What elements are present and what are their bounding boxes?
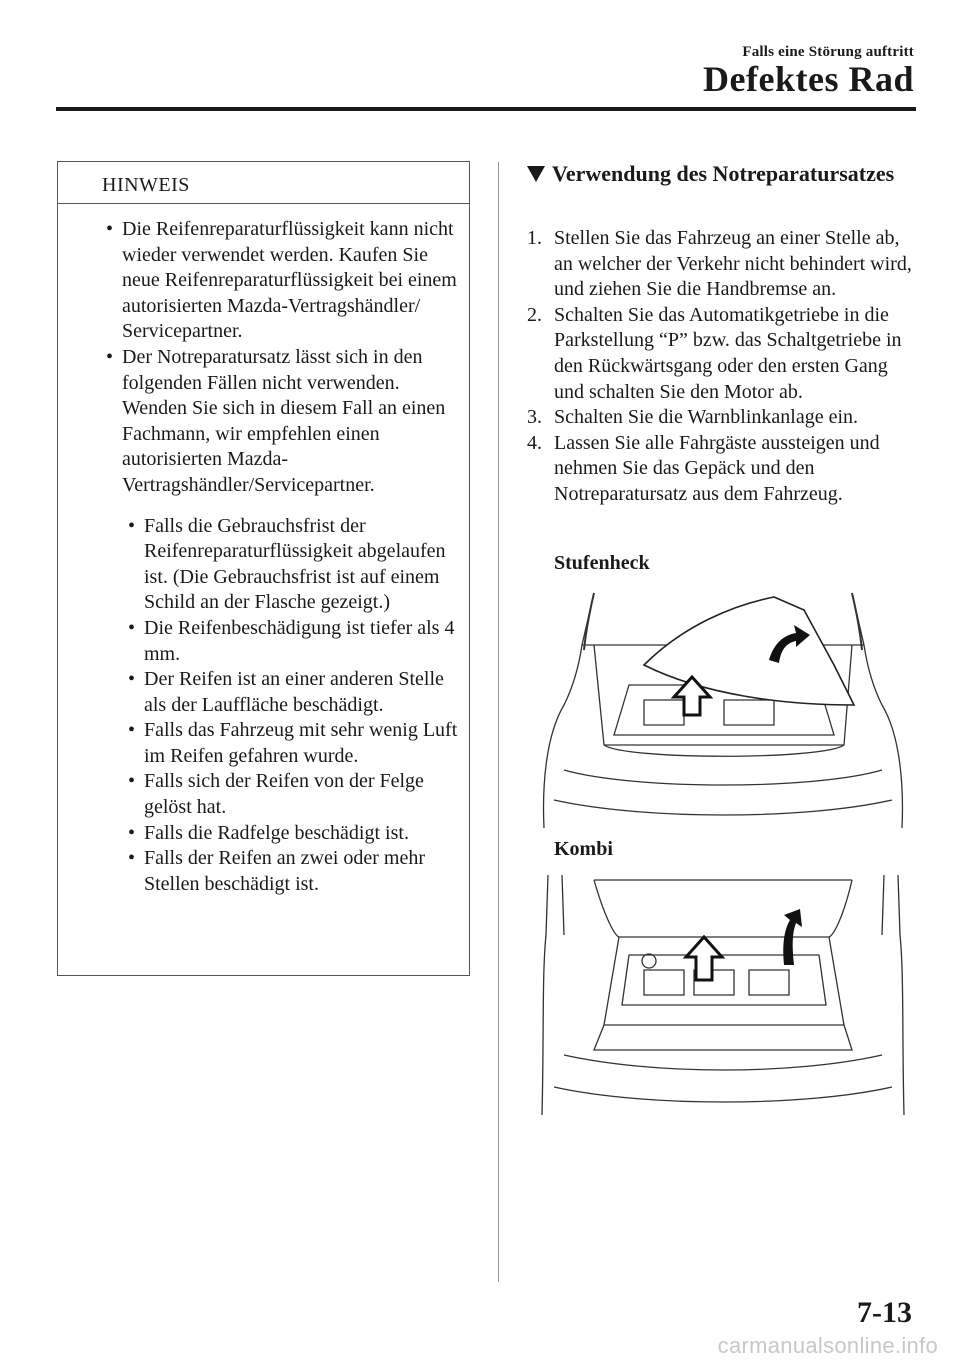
note-box (57, 161, 470, 976)
note-bullet-text: Die Reifenreparaturflüssigkeit kann nicht wieder verwendet werden. Kaufen Sie neue Reifenreparaturflüssigkeit bei einem autorisierten Mazda-Vertragshändler/ Servicepartner. (122, 218, 457, 343)
note-body (102, 217, 464, 897)
step-item (527, 431, 917, 508)
step-number: 1. (527, 227, 542, 249)
step-item (527, 226, 917, 303)
note-sub-bullet (124, 718, 464, 769)
step-text: Stellen Sie das Fahrzeug an einer Stelle ab, an welcher der Verkehr nicht behindert wird, und ziehen Sie die Handbremse an. (554, 227, 912, 301)
step-text: Schalten Sie das Automatikgetriebe in die Parkstellung “P” bzw. das Schaltgetriebe in den Rückwärtsgang oder den ersten Gang und schalten Sie den Motor ab. (554, 303, 902, 403)
section-heading (527, 161, 917, 186)
note-sub-bullet-text: Falls das Fahrzeug mit sehr wenig Luft im Reifen gefahren wurde. (144, 719, 458, 767)
bullet-dot-icon: • (128, 719, 136, 742)
note-sub-list (124, 514, 464, 898)
note-sub-bullet (124, 821, 464, 847)
page-title: Defektes Rad (703, 59, 914, 99)
section-heading-text: Verwendung des Notreparatursatzes (552, 161, 895, 186)
note-sub-bullet (124, 514, 464, 616)
note-divider (58, 203, 469, 204)
wagon-trunk-illustration (534, 875, 912, 1115)
bullet-dot-icon: • (128, 514, 136, 537)
bullet-dot-icon: • (128, 770, 136, 793)
bullet-dot-icon: • (106, 345, 114, 368)
watermark: carmanualsonline.info (717, 1333, 938, 1358)
step-item (527, 405, 917, 431)
step-item (527, 303, 917, 405)
note-sub-bullet (124, 616, 464, 667)
bullet-dot-icon: • (128, 616, 136, 639)
step-number: 3. (527, 406, 542, 429)
note-sub-bullet-text: Der Reifen ist an einer anderen Stelle als der Lauffläche beschädigt. (144, 668, 444, 716)
label-sedan: Stufenheck (554, 552, 650, 574)
note-sub-bullet-text: Falls die Radfelge beschädigt ist. (144, 821, 409, 844)
page-number: 7-13 (857, 1296, 912, 1329)
steps-list (527, 226, 917, 508)
bullet-dot-icon: • (128, 821, 136, 844)
step-number: 2. (527, 303, 542, 326)
note-sub-bullet-text: Falls die Gebrauchsfrist der Reifenreparaturflüssigkeit abgelaufen ist. (Die Gebrauchsfrist ist auf einem Schild an der Flasche gezeigt.) (144, 514, 446, 614)
note-sub-bullet (124, 846, 464, 897)
step-text: Lassen Sie alle Fahrgäste aussteigen und nehmen Sie das Gepäck und den Notreparatursatz aus dem Fahrzeug. (554, 431, 880, 505)
note-sub-bullet (124, 667, 464, 718)
note-sub-bullet-text: Falls der Reifen an zwei oder mehr Stellen beschädigt ist. (144, 847, 426, 895)
note-sub-bullet-text: Die Reifenbeschädigung ist tiefer als 4 mm. (144, 616, 455, 665)
label-wagon: Kombi (554, 838, 613, 860)
sedan-trunk-illustration (534, 585, 912, 828)
note-bullet (102, 345, 464, 499)
note-sub-bullet (124, 769, 464, 820)
triangle-down-icon (527, 166, 545, 182)
step-number: 4. (527, 431, 542, 454)
note-sub-bullet-text: Falls sich der Reifen von der Felge gelöst hat. (144, 770, 424, 819)
column-divider (498, 162, 499, 1282)
step-text: Schalten Sie die Warnblinkanlage ein. (554, 406, 859, 429)
chapter-title: Falls eine Störung auftritt (742, 44, 914, 60)
bullet-dot-icon: • (128, 668, 136, 691)
note-bullet-text: Der Notreparatursatz lässt sich in den folgenden Fällen nicht verwenden. Wenden Sie sich in diesem Fall an einen Fachmann, wir empfehlen einen autorisierten Mazda-Vertragshändler/Servicepartner. (122, 345, 446, 496)
bullet-dot-icon: • (106, 218, 114, 240)
bullet-dot-icon: • (128, 847, 136, 870)
header-rule (56, 107, 916, 111)
note-bullet (102, 217, 464, 345)
note-title: HINWEIS (102, 174, 190, 196)
